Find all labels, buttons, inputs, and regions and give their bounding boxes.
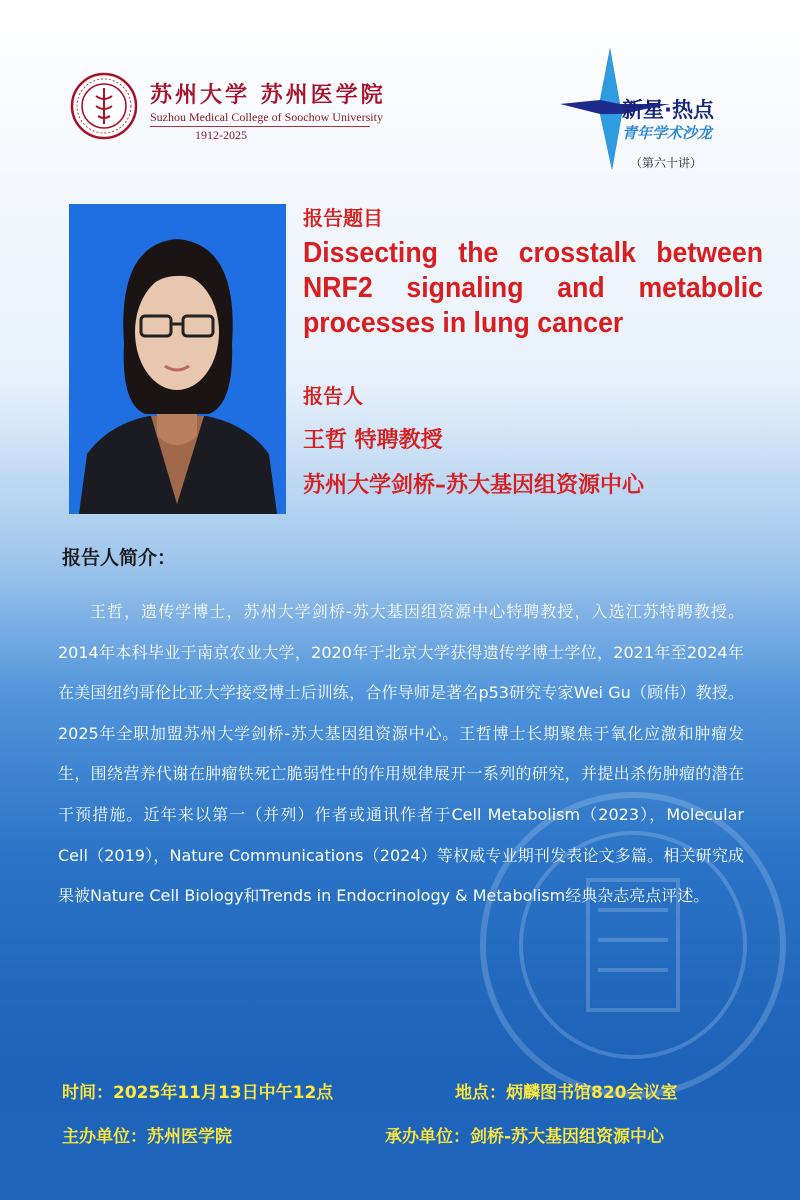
- salon-title: 新星·热点: [622, 98, 714, 122]
- university-seal-icon: [70, 72, 138, 140]
- speaker-photo: [69, 204, 286, 514]
- bio-text: 王哲，遗传学博士，苏州大学剑桥-苏大基因组资源中心特聘教授，入选江苏特聘教授。2014年本科毕业于南京农业大学，2020年于北京大学获得遗传学博士学位，2021年至2024年在美国纽约哥伦比亚大学接受博士后训练，合作导师是著名p53研究专家Wei Gu（顾伟）教授。2025年全职加盟苏州大学剑桥-苏大基因组资源中心。王哲博士长期聚焦于氧化应激和肿瘤发生，围绕营养代谢在肿瘤铁死亡脆弱性中的作用规律展开一系列的研究，并提出杀伤肿瘤的潜在干预措施。近年来以第一（并列）作者或通讯作者于Cell Metabolism（2023），Molecular Cell（2019），Nature Communications（2024）等权威专业期刊发表论文多篇。相关研究成果被Nature Cell Biology和Trends in Endocrinology & Metabolism经典杂志亮点评述。: [58, 602, 744, 906]
- university-logo: [70, 72, 386, 142]
- event-organizer: 承办单位：剑桥-苏大基因组资源中心: [385, 1127, 665, 1147]
- speaker-name: 王哲 特聘教授: [303, 428, 443, 453]
- event-venue: 地点：炳麟图书馆820会议室: [455, 1083, 678, 1103]
- university-name-en: Suzhou Medical College of Soochow University: [150, 110, 383, 124]
- event-host: 主办单位：苏州医学院: [62, 1127, 232, 1147]
- salon-emblem: [560, 42, 760, 182]
- event-time: 时间：2025年11月13日中午12点: [62, 1083, 334, 1103]
- salon-subtitle: 青年学术沙龙: [622, 124, 713, 142]
- university-name-cn: 苏州大学 苏州医学院: [150, 82, 386, 108]
- speaker-label: 报告人: [303, 384, 363, 408]
- logo-divider: [150, 126, 370, 127]
- talk-title: Dissecting the crosstalk between NRF2 signaling and metabolic processes in lung cancer: [303, 237, 763, 339]
- speaker-affiliation: 苏州大学剑桥–苏大基因组资源中心: [303, 473, 645, 498]
- university-years: 1912-2025: [195, 128, 247, 142]
- bio-heading: 报告人简介：: [62, 547, 177, 569]
- topic-label: 报告题目: [303, 206, 383, 230]
- lecture-number: （第六十讲）: [630, 156, 703, 170]
